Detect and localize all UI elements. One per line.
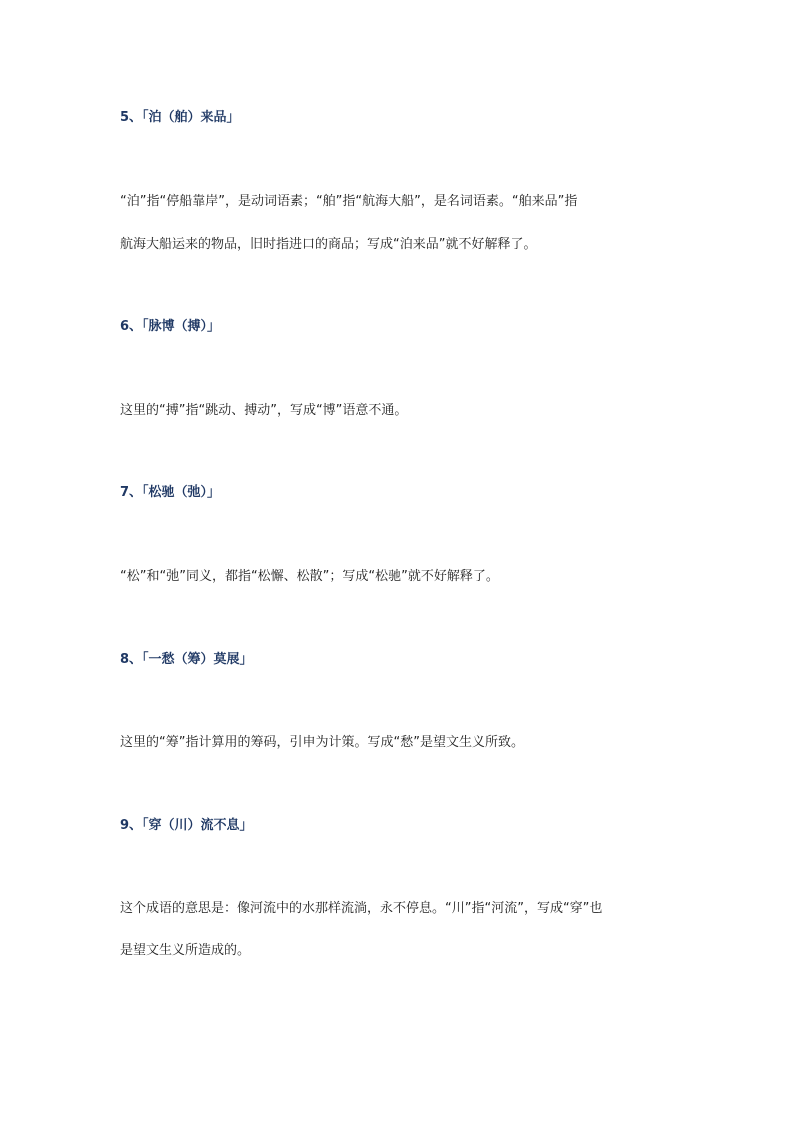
section-5-line-1: “泊”指“停船靠岸”，是动词语素；“舶”指“航海大船”，是名词语素。“舶来品”指 — [120, 194, 578, 209]
section-9-line-1: 这个成语的意思是：像河流中的水那样流淌，永不停息。“川”指“河流”，写成“穿”也 — [120, 901, 603, 916]
section-heading-7: 7、「松驰（弛）」 — [120, 485, 221, 500]
section-8-line-1: 这里的“筹”指计算用的筹码，引申为计策。写成“愁”是望文生义所致。 — [120, 735, 524, 750]
section-9-line-2: 是望文生义所造成的。 — [120, 943, 251, 958]
section-5-line-2: 航海大船运来的物品，旧时指进口的商品；写成“泊来品”就不好解释了。 — [120, 237, 537, 252]
section-heading-6: 6、「脉博（搏）」 — [120, 319, 221, 334]
section-7-line-1: “松”和“弛”同义，都指“松懈、松散”；写成“松驰”就不好解释了。 — [120, 569, 499, 584]
section-heading-9: 9、「穿（川）流不息」 — [120, 818, 253, 833]
section-6-line-1: 这里的“搏”指“跳动、搏动”，写成“博”语意不通。 — [120, 403, 408, 418]
section-heading-5: 5、「泊（舶）来品」 — [120, 110, 240, 125]
section-heading-8: 8、「一愁（筹）莫展」 — [120, 652, 253, 667]
